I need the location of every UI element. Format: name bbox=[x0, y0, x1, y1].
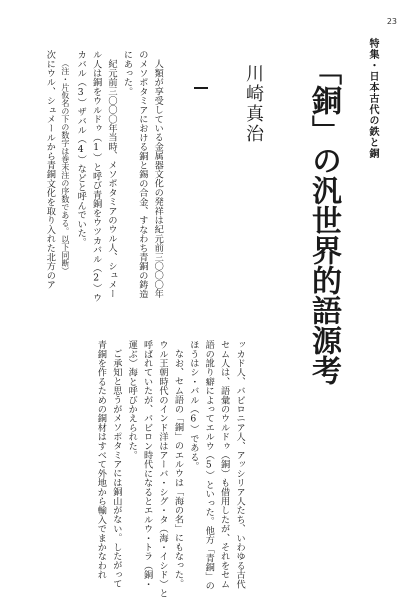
text-column: 呼ばれていたが、バビロン時代になるとエルウ・トラ（銅・ bbox=[141, 340, 153, 589]
text-column: 運ぶ）海と呼びかえられた。 bbox=[126, 340, 138, 460]
text-column: セム人は、語彙のウルドゥ（銅）も借用したが、それをセム bbox=[218, 340, 230, 589]
text-column: にあった。 bbox=[121, 50, 133, 96]
section-number-mark bbox=[194, 87, 208, 89]
author-name: 川崎真治 bbox=[243, 64, 264, 144]
page-number: 23 bbox=[386, 17, 397, 26]
article-title: 「銅」の汎世界的語源考 bbox=[306, 55, 341, 385]
text-column: ご承知と思うがメソポタミアには銅山がない。したがって bbox=[110, 349, 122, 589]
body-text-upper-block bbox=[42, 50, 165, 328]
special-feature-label: 特集・日本古代の鉄と銅 bbox=[367, 38, 378, 159]
text-column: ッカド人、バビロニア人、アッシリア人たち、いわゆる古代 bbox=[234, 340, 246, 589]
text-column: ほうはシ・バル（6）である。 bbox=[187, 340, 199, 471]
body-text-lower-block bbox=[93, 340, 247, 598]
text-column: 語の訛り癖によってエルウ（5）といった。他方「青銅」の bbox=[203, 340, 215, 591]
text-column: 次にウル、シュメールから青銅文化を取り入れた北方のア bbox=[44, 50, 56, 290]
text-column: 人類が享受している金属器文化の発祥は紀元前三〇〇〇年 bbox=[152, 59, 164, 299]
text-column: 青銅を作るための銅材はすべて外地から輸入でまかなわれ bbox=[95, 340, 107, 580]
text-column: なお、セム語の「銅」のエルウは「海の名」にもなった。 bbox=[172, 349, 184, 589]
text-column: カバル（3）ザバル（4）などと呼んでいた。 bbox=[75, 50, 87, 247]
text-column: ル人は銅をウルドゥ（1）と呼び青銅をウツカバル（2）ウ bbox=[90, 50, 102, 302]
text-column: のメソポタミアにおける銅と錫の合金、すなわち青銅の鋳造 bbox=[136, 50, 148, 299]
text-column: 紀元前三〇〇〇年当時、メソポタミアのウル人、シュメー bbox=[106, 59, 118, 299]
text-column: ウル王朝時代のインド洋はアーバ・シグ・タ（海・イシド）と bbox=[157, 340, 169, 598]
editorial-note: （注・片仮名の下の数字は巻末注の序数である。以下同断） bbox=[60, 59, 70, 275]
